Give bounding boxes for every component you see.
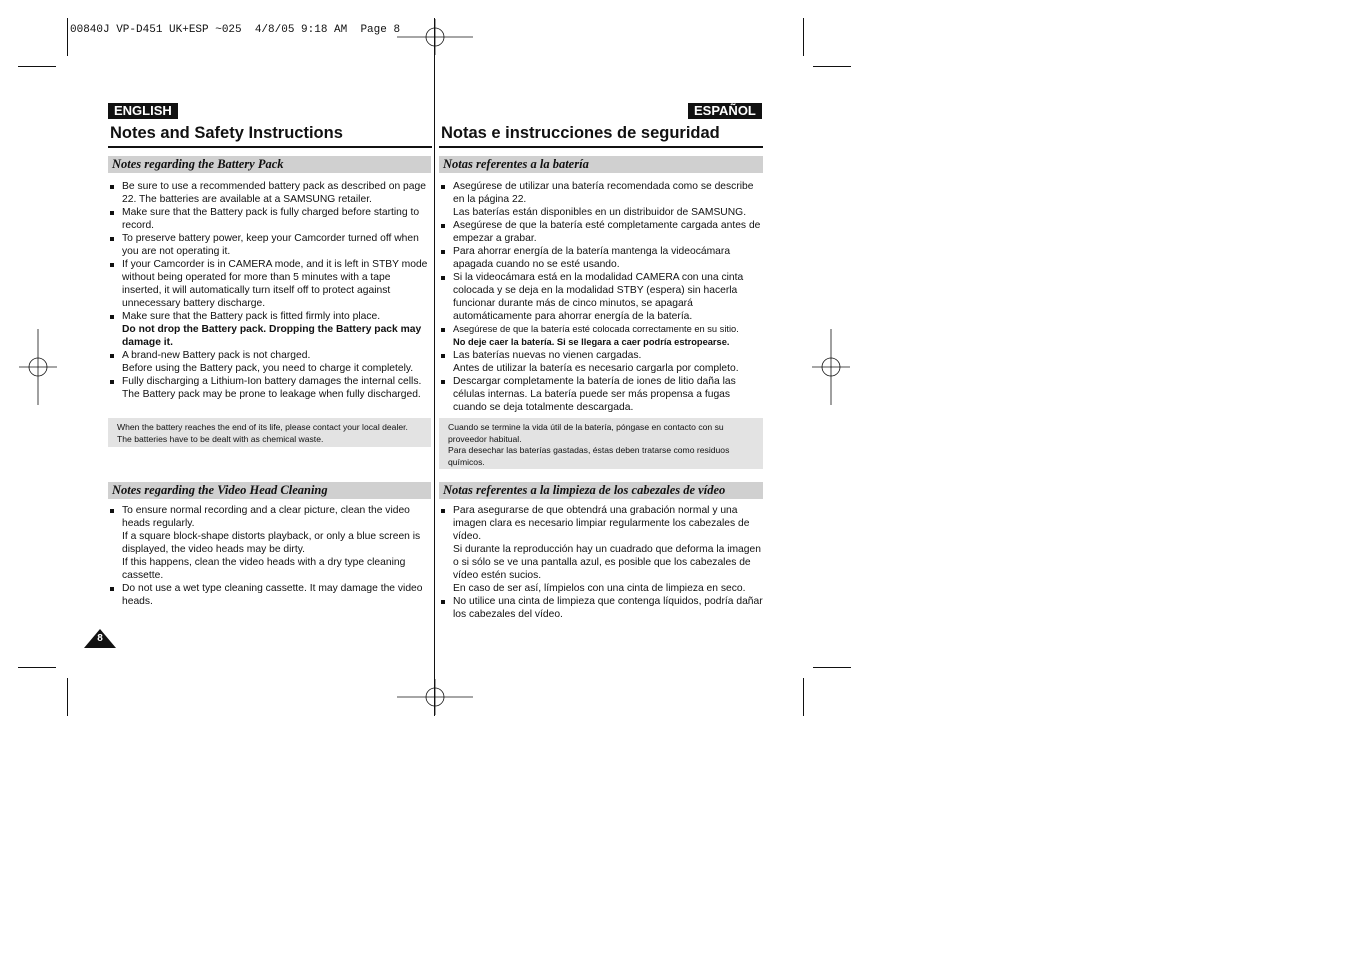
- head-cleaning-list-es: [439, 504, 769, 621]
- bullet-line: imagen clara es necesario limpiar regularmente los cabezales de: [453, 518, 750, 529]
- bullet-line: If your Camcorder is in CAMERA mode, and it is left in STBY mode: [122, 259, 428, 270]
- bullet-line: To ensure normal recording and a clear picture, clean the video: [122, 505, 410, 516]
- registration-mark: [19, 329, 57, 405]
- page-title-english: Notes and Safety Instructions: [110, 124, 343, 142]
- bullet-warning-line: damage it.: [122, 337, 173, 348]
- bullet-line: inserted, it will automatically turn itself off to protect against: [122, 285, 391, 296]
- bullet-line: Do not use a wet type cleaning cassette. It may damage the video: [122, 583, 423, 594]
- crop-mark: [67, 18, 68, 56]
- bullet-line: without being operated for more than 5 minutes with a tape: [122, 272, 391, 283]
- bullet-item: [108, 258, 438, 310]
- printer-slug: 00840J VP-D451 UK+ESP ~025 4/8/05 9:18 AM Page 8: [70, 24, 401, 36]
- bullet-item: [439, 375, 769, 414]
- bullet-item: [439, 245, 769, 271]
- bullet-line: Las baterías nuevas no vienen cargadas.: [453, 350, 642, 361]
- bullet-line: 22. The batteries are available at a SAMSUNG retailer.: [122, 194, 372, 205]
- bullet-line: displayed, the video heads may be dirty.: [122, 544, 305, 555]
- section-heading-battery-en: Notes regarding the Battery Pack: [108, 156, 431, 173]
- bullet-line: cuando se deja totalmente descargada.: [453, 402, 634, 413]
- bullet-item: [108, 349, 438, 375]
- bullet-line: If this happens, clean the video heads with a dry type cleaning: [122, 557, 406, 568]
- bullet-line: Asegúrese de utilizar una batería recomendada como se describe: [453, 181, 754, 192]
- battery-disposal-note-en: [108, 418, 431, 447]
- bullet-line: record.: [122, 220, 155, 231]
- battery-disposal-note-es: [439, 418, 763, 469]
- bullet-line: A brand-new Battery pack is not charged.: [122, 350, 311, 361]
- bullet-item: [439, 180, 769, 219]
- bullet-item: [108, 310, 438, 349]
- crop-mark: [813, 66, 851, 67]
- crop-mark: [18, 667, 56, 668]
- bullet-line: Si durante la reproducción hay un cuadrado que deforma la imagen: [453, 544, 761, 555]
- bullet-line: Antes de utilizar la batería es necesario cargarla por completo.: [453, 363, 739, 374]
- battery-notes-list-es: [439, 180, 769, 414]
- section-heading-heads-es: Notas referentes a la limpieza de los cabezales de vídeo: [439, 482, 763, 499]
- title-rule: [108, 146, 432, 148]
- bullet-item: [108, 375, 438, 401]
- bullet-line: If a square block-shape distorts playback, or only a blue screen is: [122, 531, 421, 542]
- section-heading-battery-es: Notas referentes a la batería: [439, 156, 763, 173]
- registration-mark: [397, 679, 473, 715]
- crop-mark: [813, 667, 851, 668]
- bullet-line: automáticamente para ahorrar energía de la batería.: [453, 311, 693, 322]
- bullet-line: Make sure that the Battery pack is fitted firmly into place.: [122, 311, 381, 322]
- bullet-line: Make sure that the Battery pack is fully charged before starting to: [122, 207, 420, 218]
- bullet-item: [108, 180, 438, 206]
- bullet-line: o si sólo se ve una pantalla azul, es posible que los cabezales de: [453, 557, 751, 568]
- head-cleaning-list-en: [108, 504, 438, 608]
- bullet-line: En caso de ser así, límpielos con una cinta de limpieza en seco.: [453, 583, 746, 594]
- bullet-line: heads regularly.: [122, 518, 195, 529]
- registration-mark: [812, 329, 850, 405]
- bullet-line: you are not operating it.: [122, 246, 231, 257]
- bullet-line: Before using the Battery pack, you need to charge it completely.: [122, 363, 414, 374]
- bullet-item: [439, 219, 769, 245]
- bullet-item: [108, 206, 438, 232]
- bullet-item: [108, 582, 438, 608]
- section-heading-heads-en: Notes regarding the Video Head Cleaning: [108, 482, 431, 499]
- crop-mark: [803, 18, 804, 56]
- language-badge-english: ENGLISH: [108, 103, 178, 119]
- note-line: químicos.: [448, 456, 485, 467]
- bullet-line: vídeo.: [453, 531, 482, 542]
- bullet-line: Para ahorrar energía de la batería mantenga la videocámara: [453, 246, 731, 257]
- crop-mark: [803, 678, 804, 716]
- crop-mark: [18, 66, 56, 67]
- bullet-line: To preserve battery power, keep your Camcorder turned off when: [122, 233, 419, 244]
- note-line: proveedor habitual.: [448, 433, 522, 444]
- bullet-item: [439, 323, 769, 349]
- bullet-item: [439, 349, 769, 375]
- page-title-spanish: Notas e instrucciones de seguridad: [441, 124, 720, 142]
- bullet-line: Be sure to use a recommended battery pack as described on page: [122, 181, 426, 192]
- bullet-warning-line: Do not drop the Battery pack. Dropping the Battery pack may: [122, 324, 422, 335]
- bullet-line: Las baterías están disponibles en un distribuidor de SAMSUNG.: [453, 207, 747, 218]
- bullet-line: heads.: [122, 596, 153, 607]
- note-line: When the battery reaches the end of its life, please contact your local dealer.: [117, 422, 408, 432]
- title-rule: [439, 146, 763, 148]
- bullet-line: en la página 22.: [453, 194, 527, 205]
- bullet-line: colocada y se deja en la modalidad STBY (espera) sin hacerla: [453, 285, 738, 296]
- bullet-item: [439, 595, 769, 621]
- battery-notes-list-en: [108, 180, 438, 401]
- bullet-line: los cabezales del vídeo.: [453, 609, 563, 620]
- bullet-line: Para asegurarse de que obtendrá una grabación normal y una: [453, 505, 738, 516]
- page-number: 8: [97, 633, 103, 644]
- bullet-line: unnecessary battery discharge.: [122, 298, 266, 309]
- bullet-line: Fully discharging a Lithium-Ion battery damages the internal cells.: [122, 376, 422, 387]
- bullet-line: No utilice una cinta de limpieza que contenga líquidos, podría dañar: [453, 596, 763, 607]
- bullet-line: cassette.: [122, 570, 164, 581]
- bullet-line: células internas. La batería puede ser más propensa a fugas: [453, 389, 731, 400]
- bullet-line: apagada cuando no se esté usando.: [453, 259, 620, 270]
- bullet-item: [439, 504, 769, 595]
- crop-mark: [67, 678, 68, 716]
- bullet-line: Descargar completamente la batería de iones de litio daña las: [453, 376, 736, 387]
- bullet-item: [108, 232, 438, 258]
- note-line: Cuando se termine la vida útil de la batería, póngase en contacto con su: [448, 422, 724, 432]
- bullet-line: The Battery pack may be prone to leakage when fully discharged.: [122, 389, 421, 400]
- registration-mark: [397, 19, 473, 55]
- bullet-line: vídeo estén sucios.: [453, 570, 542, 581]
- bullet-item: [439, 271, 769, 323]
- bullet-line: funcionar durante más de cinco minutos, se apagará: [453, 298, 693, 309]
- bullet-warning-line: No deje caer la batería. Si se llegara a caer podría estropearse.: [453, 337, 730, 347]
- note-line: The batteries have to be dealt with as chemical waste.: [117, 433, 324, 444]
- bullet-line: Asegúrese de que la batería esté completamente cargada antes de: [453, 220, 761, 231]
- bullet-line: empezar a grabar.: [453, 233, 537, 244]
- bullet-line: Asegúrese de que la batería esté colocada correctamente en su sitio.: [453, 324, 739, 334]
- bullet-line: Si la videocámara está en la modalidad CAMERA con una cinta: [453, 272, 744, 283]
- language-badge-spanish: ESPAÑOL: [688, 103, 762, 119]
- note-line: Para desechar las baterías gastadas, éstas deben tratarse como residuos: [448, 445, 730, 455]
- bullet-item: [108, 504, 438, 582]
